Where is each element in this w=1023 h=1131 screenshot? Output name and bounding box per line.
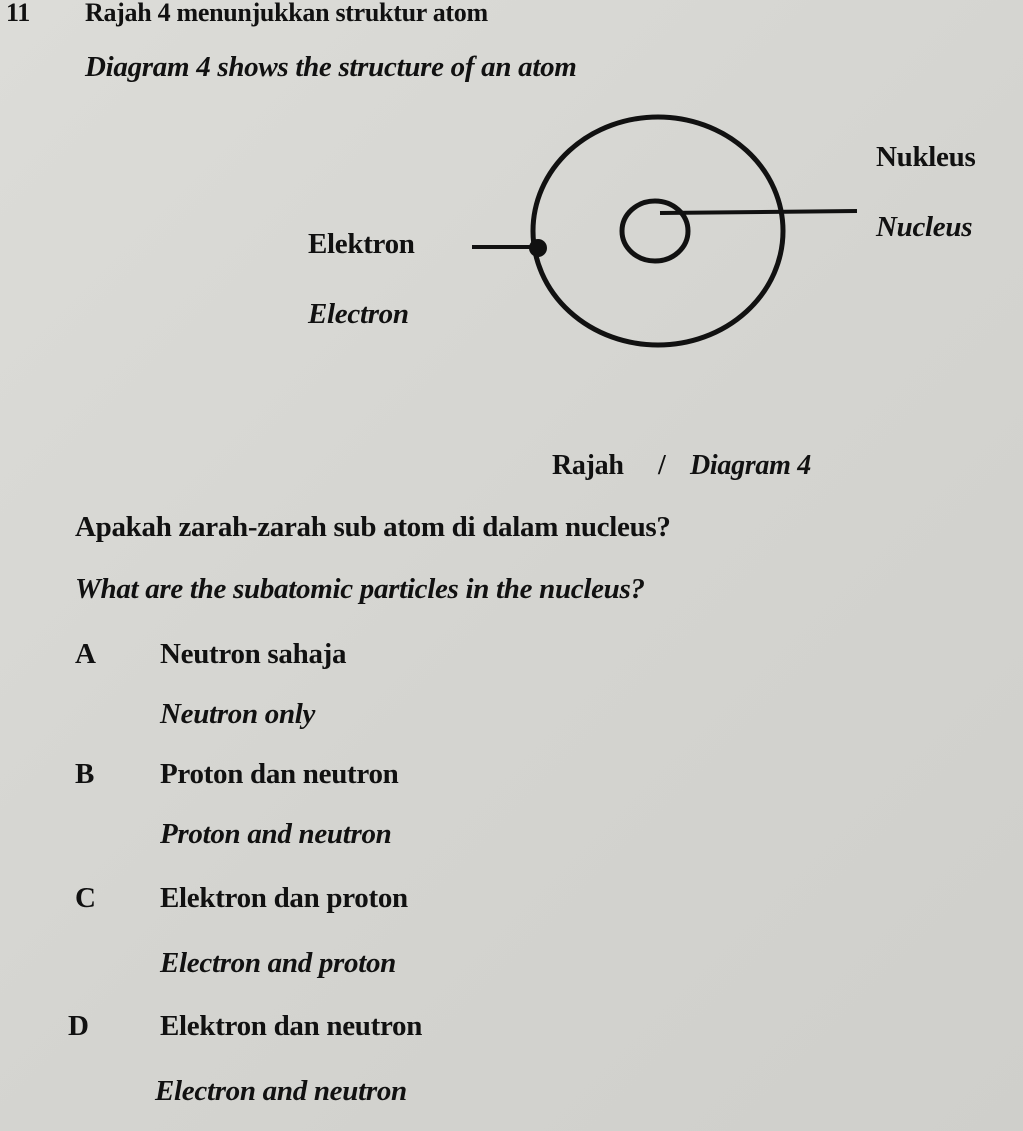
- electron-label-malay: Elektron: [308, 228, 415, 260]
- option-b-text-english[interactable]: Proton and neutron: [160, 818, 392, 850]
- question-prompt-malay: Apakah zarah-zarah sub atom di dalam nucleus?: [75, 511, 671, 543]
- diagram-caption-english: Diagram 4: [690, 450, 811, 481]
- nucleus-pointer-line: [660, 211, 857, 213]
- question-prompt-english: What are the subatomic particles in the nucleus?: [75, 573, 645, 605]
- nucleus-label-malay: Nukleus: [876, 141, 976, 173]
- option-b-text-malay[interactable]: Proton dan neutron: [160, 758, 399, 790]
- nucleus-circle: [622, 201, 688, 261]
- diagram-caption-malay: Rajah: [552, 450, 624, 481]
- option-c-text-malay[interactable]: Elektron dan proton: [160, 882, 408, 914]
- electron-dot: [529, 239, 547, 257]
- option-d-letter[interactable]: D: [68, 1010, 89, 1042]
- option-a-text-malay[interactable]: Neutron sahaja: [160, 638, 347, 670]
- option-c-letter[interactable]: C: [75, 882, 96, 914]
- option-a-letter[interactable]: A: [75, 638, 96, 670]
- option-d-text-english[interactable]: Electron and neutron: [155, 1075, 407, 1107]
- electron-label-english: Electron: [308, 298, 409, 330]
- question-title-english: Diagram 4 shows the structure of an atom: [85, 51, 577, 83]
- option-b-letter[interactable]: B: [75, 758, 95, 790]
- option-a-text-english[interactable]: Neutron only: [160, 698, 316, 730]
- question-title-malay: Rajah 4 menunjukkan struktur atom: [85, 0, 488, 27]
- option-d-text-malay[interactable]: Elektron dan neutron: [160, 1010, 423, 1042]
- diagram-caption-separator: /: [658, 450, 666, 481]
- option-c-text-english[interactable]: Electron and proton: [160, 947, 397, 979]
- question-number: 11: [6, 0, 30, 27]
- electron-orbit-shell: [533, 117, 783, 345]
- nucleus-label-english: Nucleus: [876, 211, 973, 243]
